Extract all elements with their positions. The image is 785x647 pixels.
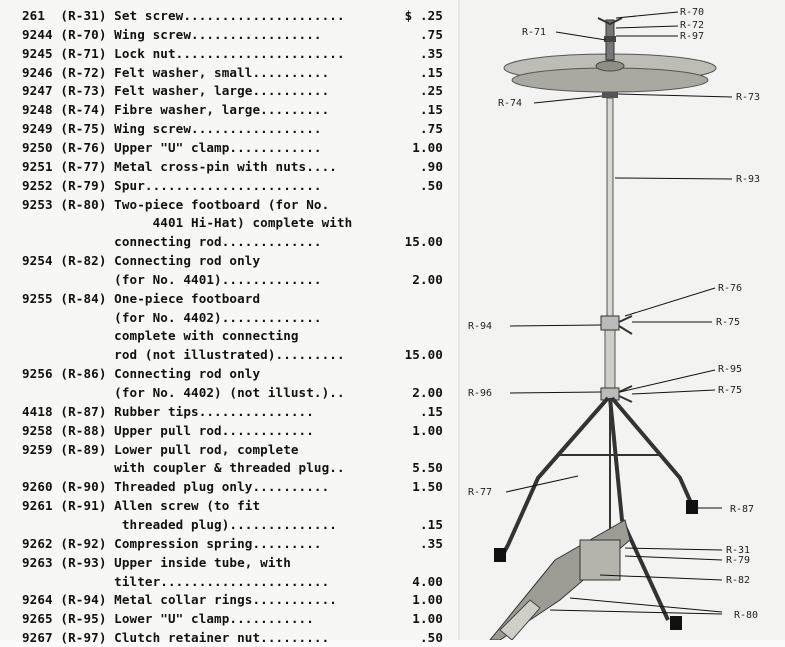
part-row bbox=[22, 496, 447, 515]
part-price: 4.00 bbox=[412, 573, 443, 589]
part-description: rod (not illustrated)......... bbox=[22, 347, 345, 363]
label-r74: R-74 bbox=[498, 98, 523, 109]
part-description: 9248 (R-74) Fibre washer, large......... bbox=[22, 102, 330, 118]
rubber-tip-rear bbox=[670, 616, 682, 630]
hi-hat-stand-diagram bbox=[460, 0, 785, 640]
part-price: .15 bbox=[419, 516, 443, 532]
part-description: 9249 (R-75) Wing screw................. bbox=[22, 121, 322, 137]
part-row bbox=[22, 590, 447, 609]
part-row bbox=[22, 345, 447, 364]
upper-wing-screw bbox=[619, 316, 632, 334]
part-description: 9253 (R-80) Two-piece footboard (for No. bbox=[22, 196, 330, 212]
part-price: 2.00 bbox=[412, 385, 443, 400]
part-price: 2.00 bbox=[412, 271, 443, 287]
label-r75-upper: R-75 bbox=[716, 317, 741, 328]
part-price: 1.50 bbox=[412, 479, 443, 495]
part-row bbox=[22, 289, 447, 308]
part-price: .25 bbox=[419, 83, 443, 99]
part-price: .50 bbox=[419, 630, 443, 646]
part-price: 15.00 bbox=[404, 347, 443, 363]
label-r31: R-31 bbox=[726, 545, 751, 556]
part-row bbox=[22, 138, 447, 157]
part-row bbox=[22, 326, 447, 345]
part-row bbox=[22, 100, 447, 119]
part-price: .75 bbox=[419, 121, 443, 137]
part-row bbox=[22, 81, 447, 100]
part-price: 1.00 bbox=[412, 139, 443, 155]
part-row bbox=[22, 176, 447, 195]
part-row bbox=[22, 553, 447, 572]
label-r71: R-71 bbox=[522, 27, 547, 38]
label-r73: R-73 bbox=[736, 92, 761, 103]
part-description: 9262 (R-92) Compression spring......... bbox=[22, 535, 322, 551]
part-row bbox=[22, 515, 447, 534]
part-description: 9254 (R-82) Connecting rod only bbox=[22, 253, 261, 269]
part-description: 9250 (R-76) Upper "U" clamp............ bbox=[22, 139, 322, 155]
part-price: .15 bbox=[419, 403, 443, 419]
part-row bbox=[22, 440, 447, 459]
part-price: 5.50 bbox=[412, 460, 443, 476]
part-row bbox=[22, 251, 447, 270]
part-description: 9244 (R-70) Wing screw................. bbox=[22, 26, 322, 42]
part-row bbox=[22, 628, 447, 647]
part-description: 9259 (R-89) Lower pull rod, complete bbox=[22, 441, 299, 457]
label-r76: R-76 bbox=[718, 283, 743, 294]
part-row bbox=[22, 119, 447, 138]
part-price: 1.00 bbox=[412, 422, 443, 438]
part-description: 9245 (R-71) Lock nut...................... bbox=[22, 45, 345, 61]
part-description: (for No. 4401)............. bbox=[22, 271, 322, 287]
part-price: .50 bbox=[419, 177, 443, 193]
footboard-hinge bbox=[580, 540, 620, 580]
part-row bbox=[22, 609, 447, 628]
fibre-washer bbox=[602, 92, 618, 98]
part-row bbox=[22, 383, 447, 402]
part-price: .35 bbox=[419, 45, 443, 61]
label-r97: R-97 bbox=[680, 31, 705, 42]
part-description: complete with connecting bbox=[22, 328, 299, 344]
part-price: 1.00 bbox=[412, 592, 443, 608]
part-row bbox=[22, 6, 447, 25]
part-description: 9260 (R-90) Threaded plug only.......... bbox=[22, 479, 330, 495]
part-price: .35 bbox=[419, 535, 443, 551]
part-row bbox=[22, 458, 447, 477]
part-price: .90 bbox=[419, 158, 443, 174]
label-r70: R-70 bbox=[680, 7, 705, 18]
part-description: 9255 (R-84) One-piece footboard bbox=[22, 290, 261, 306]
part-row bbox=[22, 477, 447, 496]
part-description: (for No. 4402) (not illust.).. bbox=[22, 385, 345, 400]
part-row bbox=[22, 232, 447, 251]
part-description: 9264 (R-94) Metal collar rings........... bbox=[22, 592, 337, 608]
part-description: 4418 (R-87) Rubber tips............... bbox=[22, 403, 314, 419]
part-description: 9256 (R-86) Connecting rod only bbox=[22, 366, 261, 382]
part-description: 9265 (R-95) Lower "U" clamp........... bbox=[22, 611, 314, 627]
part-description: with coupler & threaded plug.. bbox=[22, 460, 345, 476]
label-r94: R-94 bbox=[468, 321, 493, 332]
rubber-tip-left bbox=[494, 548, 506, 562]
part-row bbox=[22, 195, 447, 214]
label-r77: R-77 bbox=[468, 487, 493, 498]
part-description: 261 (R-31) Set screw..................... bbox=[22, 8, 345, 23]
left-leg bbox=[500, 398, 608, 560]
part-price: 15.00 bbox=[404, 234, 443, 250]
part-price: 1.00 bbox=[412, 611, 443, 627]
hi-hat-illustration bbox=[460, 0, 785, 640]
part-row bbox=[22, 213, 447, 232]
part-row bbox=[22, 25, 447, 44]
part-description: 4401 Hi-Hat) complete with bbox=[22, 215, 353, 231]
label-r75-lower: R-75 bbox=[718, 385, 743, 396]
part-description: 9252 (R-79) Spur....................... bbox=[22, 177, 322, 193]
part-row bbox=[22, 44, 447, 63]
part-description: connecting rod............. bbox=[22, 234, 322, 250]
cymbal-bell bbox=[596, 61, 624, 71]
part-description: 9267 (R-97) Clutch retainer nut......... bbox=[22, 630, 330, 646]
part-description: 9261 (R-91) Allen screw (to fit bbox=[22, 498, 261, 514]
part-price: .15 bbox=[419, 102, 443, 118]
part-description: 9251 (R-77) Metal cross-pin with nuts.... bbox=[22, 158, 337, 174]
part-row bbox=[22, 364, 447, 383]
label-r82: R-82 bbox=[726, 575, 751, 586]
part-row bbox=[22, 308, 447, 327]
right-leg bbox=[612, 398, 692, 505]
label-r80: R-80 bbox=[734, 610, 759, 621]
part-description: (for No. 4402)............. bbox=[22, 309, 322, 325]
upper-tube bbox=[607, 98, 613, 318]
rubber-tip-right bbox=[686, 500, 698, 514]
label-r87: R-87 bbox=[730, 504, 755, 515]
label-r93: R-93 bbox=[736, 174, 761, 185]
label-r95: R-95 bbox=[718, 364, 743, 375]
label-r72: R-72 bbox=[680, 20, 705, 31]
upper-u-clamp bbox=[601, 316, 619, 330]
part-description: 9263 (R-93) Upper inside tube, with bbox=[22, 554, 291, 570]
label-r79: R-79 bbox=[726, 555, 751, 566]
part-row bbox=[22, 402, 447, 421]
part-row bbox=[22, 63, 447, 82]
part-row bbox=[22, 270, 447, 289]
part-description: tilter...................... bbox=[22, 573, 330, 589]
part-price: $ .25 bbox=[404, 8, 443, 23]
part-description: 9258 (R-88) Upper pull rod............ bbox=[22, 422, 314, 438]
lower-wing-screw bbox=[619, 386, 632, 402]
part-description: 9247 (R-73) Felt washer, large.......... bbox=[22, 83, 330, 99]
part-row bbox=[22, 157, 447, 176]
part-row bbox=[22, 421, 447, 440]
part-price: .75 bbox=[419, 26, 443, 42]
part-price: .15 bbox=[419, 64, 443, 80]
part-row bbox=[22, 572, 447, 591]
clutch-felts bbox=[604, 36, 616, 42]
part-description: threaded plug).............. bbox=[22, 516, 337, 532]
label-r96: R-96 bbox=[468, 388, 493, 399]
part-description: 9246 (R-72) Felt washer, small.......... bbox=[22, 64, 330, 80]
part-row bbox=[22, 534, 447, 553]
bottom-cymbal bbox=[512, 68, 708, 92]
